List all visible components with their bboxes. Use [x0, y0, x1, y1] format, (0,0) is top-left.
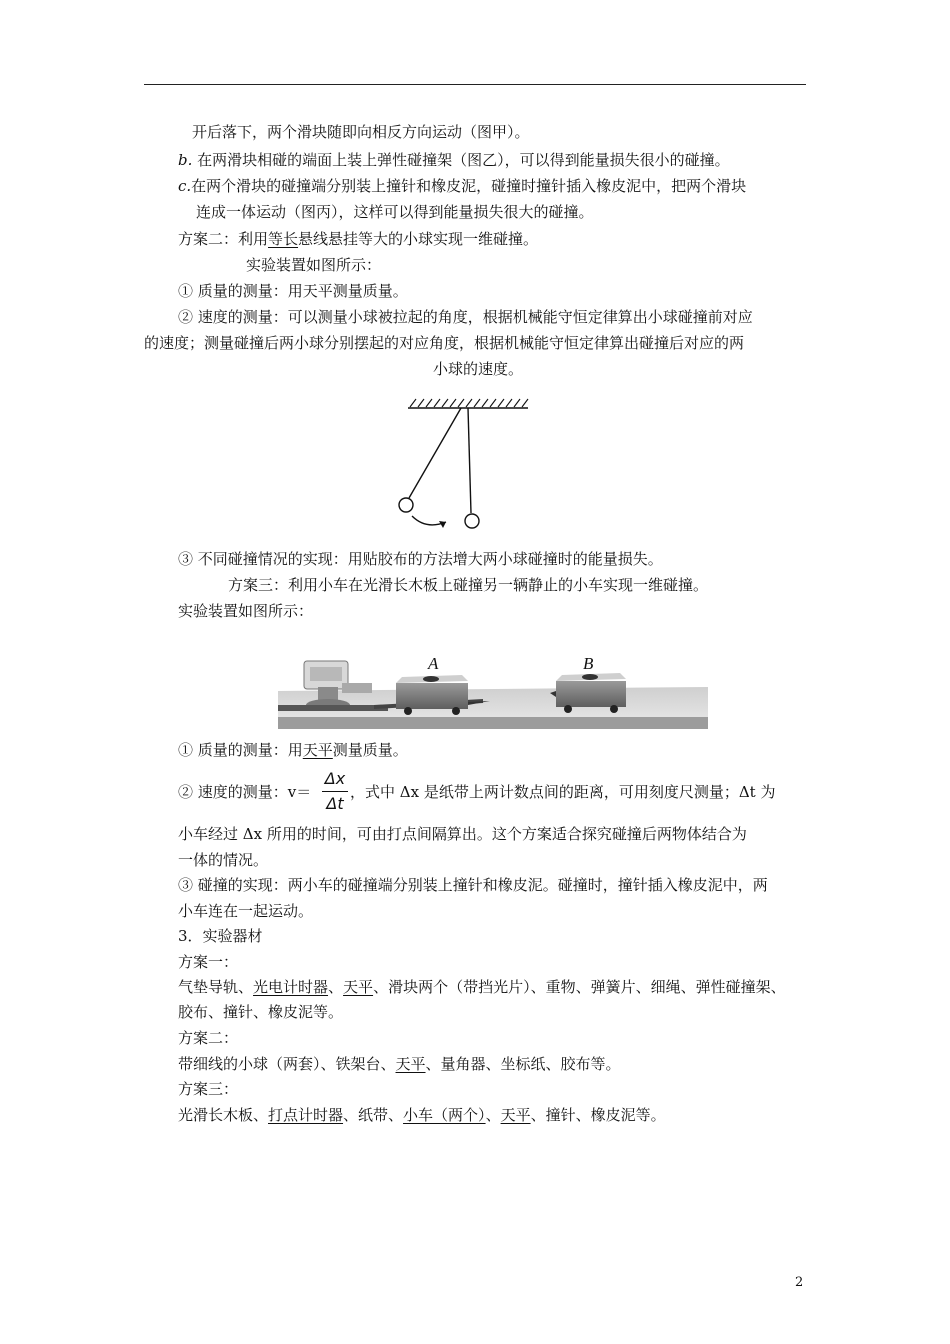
ceiling-hatch: [410, 399, 528, 407]
paragraph-line: [178, 1105, 666, 1125]
paragraph-line: [178, 229, 538, 249]
underlined-term: 等长: [268, 230, 299, 248]
paragraph-line: ③ 碰撞的实现：两小车的碰撞端分别装上撞针和橡皮泥。碰撞时，撞针插入橡皮泥中，两: [178, 876, 768, 894]
paragraph-text: 气垫导轨、: [178, 978, 254, 996]
underlined-term: 天平: [500, 1106, 531, 1124]
section-heading: 3．实验器材: [178, 927, 263, 945]
paragraph-line: ③ 不同碰撞情况的实现：用贴胶布的方法增大两小球碰撞时的能量损失。: [178, 550, 663, 568]
paragraph-line: [178, 150, 730, 170]
paragraph-line: 小球的速度。: [433, 360, 524, 378]
paragraph-line: 胶布、撞针、橡皮泥等。: [178, 1003, 344, 1021]
paragraph-line: 方案一：: [178, 953, 239, 971]
pendulum-figure: [398, 392, 534, 540]
paragraph-text: 测量质量。: [332, 741, 408, 759]
paragraph-text: 、: [485, 1106, 501, 1124]
paragraph-line: 的速度；测量碰撞后两小球分别摆起的对应角度，根据机械能守恒定律算出碰撞后对应的两: [144, 334, 745, 352]
paragraph-line: 小车经过 Δx 所用的时间，可由打点间隔算出。这个方案适合探究碰撞后两物体结合为: [178, 825, 747, 843]
paragraph-text: 、量角器、坐标纸、胶布等。: [425, 1055, 621, 1073]
fraction-denominator: Δt: [326, 794, 344, 813]
fraction-numerator: Δx: [324, 769, 346, 788]
paragraph-text: 悬线悬挂等大的小球实现一维碰撞。: [298, 230, 539, 248]
paragraph-line: 方案三：利用小车在光滑长木板上碰撞另一辆静止的小车实现一维碰撞。: [228, 576, 709, 594]
cart-figure: [278, 647, 708, 733]
paragraph-text: 、滑块两个（带挡光片）、重物、弹簧片、细绳、弹性碰撞架、: [373, 978, 786, 996]
underlined-term: 天平: [395, 1055, 426, 1073]
label-a: A: [428, 654, 439, 673]
paragraph-line: ① 质量的测量：用天平测量质量。: [178, 282, 408, 300]
paragraph-line: [178, 1054, 621, 1074]
header-rule: [144, 84, 806, 85]
paragraph-line: 实验装置如图所示：: [246, 256, 382, 274]
paragraph-line: [178, 977, 786, 997]
velocity-fraction: [322, 768, 348, 815]
board-edge: [278, 717, 708, 729]
paragraph-line: 方案三：: [178, 1080, 239, 1098]
underlined-term: 光电计时器: [253, 978, 329, 996]
paragraph-text: 光滑长木板、: [178, 1106, 269, 1124]
paragraph-text: ① 质量的测量：用: [178, 741, 303, 759]
pendulum-string-raised: [409, 408, 461, 498]
paragraph-text: 、撞针、橡皮泥等。: [530, 1106, 666, 1124]
paragraph-line: ② 速度的测量：v＝: [178, 783, 312, 801]
paragraph-line: 方案二：: [178, 1029, 239, 1047]
ball-rest: [465, 514, 479, 528]
paragraph-text: 、: [328, 978, 344, 996]
list-marker: b.: [178, 151, 193, 169]
fraction-bar: [322, 791, 348, 792]
paragraph-line: 开后落下，两个滑块随即向相反方向运动（图甲）。: [192, 123, 530, 141]
paragraph-text: 方案二：利用: [178, 230, 269, 248]
paragraph-line: 实验装置如图所示：: [178, 602, 314, 620]
page-number: 2: [795, 1275, 804, 1290]
ball-raised: [399, 498, 413, 512]
underlined-term: 小车（两个）: [403, 1106, 486, 1124]
paragraph-text: 带细线的小球（两套）、铁架台、: [178, 1055, 396, 1073]
underlined-term: 天平: [302, 741, 333, 759]
list-marker: c.: [178, 177, 192, 195]
paragraph-line: ② 速度的测量：可以测量小球被拉起的角度，根据机械能守恒定律算出小球碰撞前对应: [178, 308, 753, 326]
paragraph-line: 连成一体运动（图丙），这样可以得到能量损失很大的碰撞。: [196, 203, 594, 221]
label-b: B: [583, 654, 594, 673]
cart-b: [550, 673, 626, 713]
paragraph-line: ，式中 Δx 是纸带上两计数点间的距离，可用刻度尺测量；Δt 为: [350, 783, 776, 801]
underlined-term: 天平: [343, 978, 374, 996]
paragraph-line: [178, 176, 746, 196]
paragraph-text: 在两个滑块的碰撞端分别装上撞针和橡皮泥，碰撞时撞针插入橡皮泥中，把两个滑块: [191, 177, 747, 195]
paragraph-text: 在两滑块相碰的端面上装上弹性碰撞架（图乙），可以得到能量损失很小的碰撞。: [192, 151, 730, 169]
paragraph-line: 小车连在一起运动。: [178, 902, 314, 920]
paragraph-text: 、纸带、: [343, 1106, 404, 1124]
paragraph-line: 一体的情况。: [178, 851, 269, 869]
paragraph-line: [178, 740, 408, 760]
pendulum-string-rest: [468, 408, 471, 513]
underlined-term: 打点计时器: [268, 1106, 344, 1124]
